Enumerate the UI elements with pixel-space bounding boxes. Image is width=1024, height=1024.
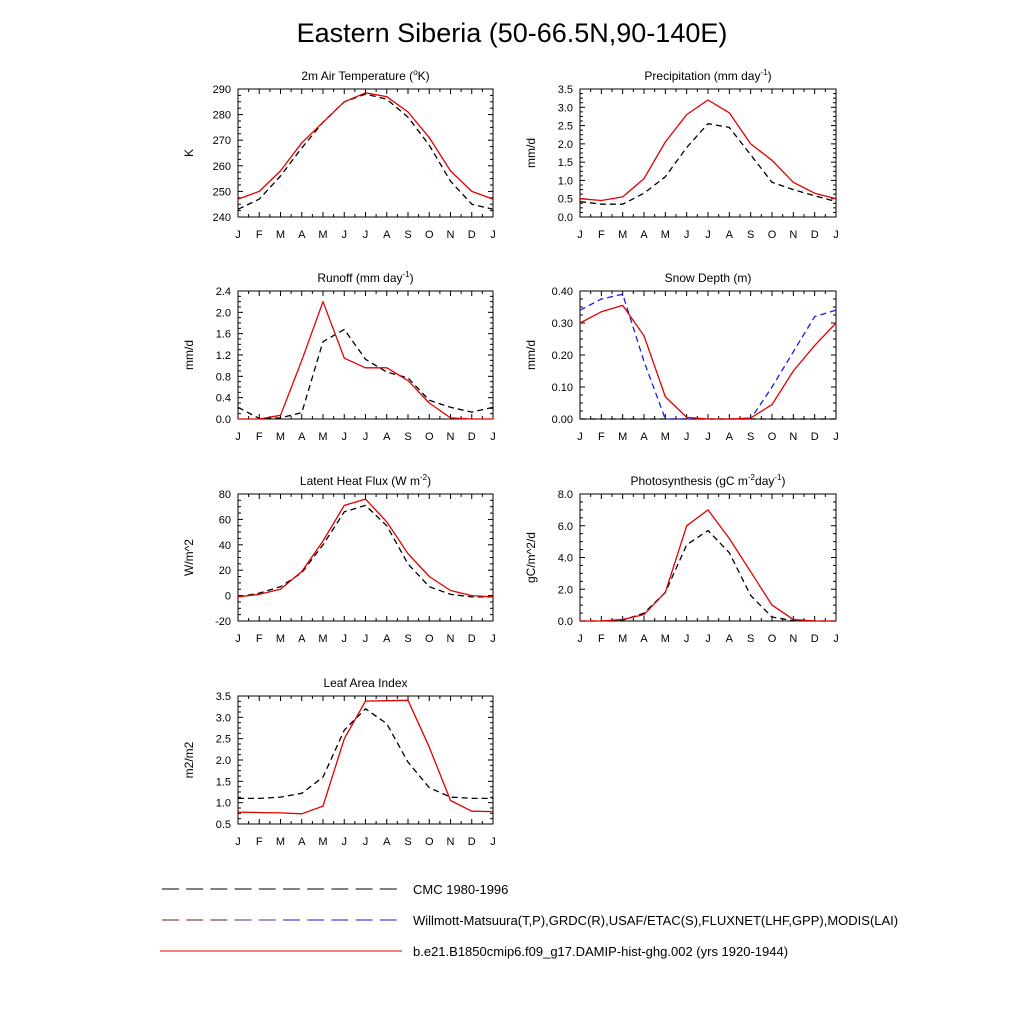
x-tick-label: S <box>746 229 755 241</box>
y-axis-label: mm/d <box>524 340 538 370</box>
legend-label: CMC 1980-1996 <box>413 882 509 897</box>
chart-panel-1 <box>182 68 496 241</box>
x-tick-label: M <box>318 229 328 241</box>
y-tick-label: -20 <box>215 616 231 628</box>
y-axis-label: mm/d <box>524 138 538 168</box>
series-line-obs <box>238 94 493 209</box>
legend-label: Willmott-Matsuura(T,P),GRDC(R),USAF/ETAC(S),FLUXNET(LHF,GPP),MODIS(LAI) <box>413 913 899 928</box>
x-tick-label: A <box>725 431 734 443</box>
y-tick-label: 0.4 <box>215 392 231 405</box>
x-tick-label: M <box>618 431 628 443</box>
x-tick-label: S <box>746 431 755 443</box>
x-tick-label: S <box>404 229 412 241</box>
x-tick-label: F <box>597 431 605 443</box>
y-tick-label: 3.5 <box>557 84 573 96</box>
series-line-obs_alt <box>580 294 836 419</box>
x-tick-label: D <box>467 633 476 645</box>
x-tick-label: A <box>383 633 391 645</box>
plot-frame <box>580 494 836 621</box>
x-tick-label: S <box>404 836 412 848</box>
legend-item-2 <box>162 913 898 928</box>
y-tick-label: 0.40 <box>551 286 573 298</box>
y-tick-label: 260 <box>212 160 231 173</box>
x-tick-label: M <box>275 229 286 241</box>
x-tick-label: S <box>404 431 412 443</box>
y-tick-label: 60 <box>218 514 231 527</box>
x-tick-label: D <box>467 836 476 848</box>
y-tick-label: 270 <box>212 135 231 148</box>
x-tick-label: F <box>597 633 605 645</box>
series-line-model <box>580 305 836 419</box>
y-tick-label: 6.0 <box>557 520 573 533</box>
x-tick-label: D <box>467 431 476 443</box>
x-tick-label: J <box>705 431 711 443</box>
x-tick-label: J <box>341 229 347 241</box>
x-tick-label: J <box>490 431 496 443</box>
x-tick-label: O <box>424 229 434 241</box>
y-tick-label: 2.0 <box>557 584 573 597</box>
x-tick-label: F <box>255 836 263 848</box>
x-tick-label: A <box>383 836 391 848</box>
y-tick-label: 0.0 <box>215 414 231 426</box>
x-tick-label: O <box>424 836 434 848</box>
x-tick-label: A <box>640 229 648 241</box>
y-tick-label: 0.8 <box>215 371 231 384</box>
x-tick-label: A <box>640 633 648 645</box>
figure-title: Eastern Siberia (50-66.5N,90-140E) <box>296 18 728 48</box>
y-tick-label: 0 <box>224 590 231 603</box>
y-tick-label: 250 <box>212 186 231 199</box>
x-tick-label: J <box>362 633 369 645</box>
x-tick-label: D <box>810 229 819 241</box>
series-line-model <box>238 93 493 199</box>
legend <box>160 882 898 959</box>
panel-title: Precipitation (mm day$^{-1}$) <box>644 68 772 83</box>
y-tick-label: 3.5 <box>215 691 231 703</box>
x-tick-label: M <box>660 229 670 241</box>
y-tick-label: 240 <box>212 212 231 224</box>
x-tick-label: J <box>577 229 583 241</box>
x-tick-label: N <box>446 633 455 645</box>
y-tick-label: 2.5 <box>557 120 573 133</box>
x-tick-label: M <box>318 633 328 645</box>
y-tick-label: 0.20 <box>551 350 573 362</box>
panel-title: Leaf Area Index <box>323 676 408 690</box>
x-tick-label: S <box>404 633 412 645</box>
x-tick-label: J <box>833 431 839 443</box>
x-tick-label: J <box>235 836 241 848</box>
y-tick-label: 1.2 <box>215 350 231 362</box>
x-tick-label: N <box>789 633 798 645</box>
x-tick-label: A <box>298 836 306 848</box>
x-tick-label: O <box>767 229 777 241</box>
y-tick-label: 8.0 <box>557 489 573 501</box>
x-tick-label: M <box>618 229 628 241</box>
y-tick-label: 0.00 <box>551 414 573 426</box>
y-axis-label: K <box>182 148 196 158</box>
series-line-obs <box>580 124 836 205</box>
panel-title: Photosynthesis (gC $m^{-2}day^{-1}$) <box>630 473 786 488</box>
x-tick-label: A <box>725 229 734 241</box>
x-tick-label: J <box>341 431 347 443</box>
x-tick-label: A <box>725 633 734 645</box>
y-tick-label: 2.4 <box>215 286 231 298</box>
x-tick-label: F <box>255 229 263 241</box>
x-tick-label: S <box>746 633 755 645</box>
y-tick-label: 1.0 <box>557 175 573 188</box>
panel-title: Runoff (mm day$^{-1}$) <box>317 270 414 285</box>
x-tick-label: A <box>298 229 306 241</box>
chart-panel-5 <box>182 473 496 645</box>
y-tick-label: 3.0 <box>557 102 573 115</box>
x-tick-label: J <box>705 633 711 645</box>
x-tick-label: J <box>362 229 369 241</box>
y-tick-label: 0.5 <box>215 819 231 831</box>
x-tick-label: A <box>298 431 306 443</box>
x-tick-label: A <box>298 633 306 645</box>
y-tick-label: 0.10 <box>551 382 573 394</box>
y-tick-label: 2.5 <box>215 733 231 746</box>
y-tick-label: 20 <box>218 565 231 578</box>
x-tick-label: M <box>318 836 328 848</box>
legend-item-1 <box>162 882 508 897</box>
series-line-model <box>580 100 836 201</box>
x-tick-label: A <box>383 229 391 241</box>
x-tick-label: J <box>833 633 839 645</box>
chart-panel-4 <box>524 271 839 443</box>
x-tick-label: O <box>767 431 777 443</box>
x-tick-label: O <box>767 633 777 645</box>
y-tick-label: 280 <box>212 109 231 122</box>
x-tick-label: N <box>789 431 798 443</box>
chart-panel-2 <box>524 68 839 241</box>
x-tick-label: M <box>275 836 286 848</box>
panel-title: 2m Air Temperature ($^o$K) <box>301 68 430 83</box>
x-tick-label: J <box>683 431 690 443</box>
series-line-obs <box>580 531 836 622</box>
x-tick-label: J <box>577 633 583 645</box>
legend-label: b.e21.B1850cmip6.f09_g17.DAMIP-hist-ghg.002 (yrs 1920-1944) <box>413 944 789 959</box>
y-tick-label: 290 <box>212 84 231 96</box>
x-tick-label: J <box>235 229 241 241</box>
x-tick-label: F <box>255 633 263 645</box>
series-line-obs <box>238 329 493 418</box>
x-tick-label: J <box>235 633 241 645</box>
y-axis-label: mm/d <box>182 340 196 370</box>
x-tick-label: M <box>275 633 286 645</box>
y-tick-label: 1.0 <box>215 797 231 810</box>
x-tick-label: N <box>446 836 455 848</box>
x-tick-label: O <box>424 633 434 645</box>
x-tick-label: J <box>705 229 711 241</box>
plot-frame <box>580 291 836 419</box>
x-tick-label: J <box>490 633 496 645</box>
x-tick-label: D <box>467 229 476 241</box>
x-tick-label: J <box>683 633 690 645</box>
y-tick-label: 3.0 <box>215 712 231 725</box>
x-tick-label: J <box>490 229 496 241</box>
series-line-model <box>238 499 493 597</box>
x-tick-label: J <box>833 229 839 241</box>
x-tick-label: D <box>810 431 819 443</box>
series-line-obs <box>238 709 493 799</box>
plot-frame <box>238 494 493 621</box>
y-tick-label: 4.0 <box>557 552 573 565</box>
chart-panel-7 <box>182 676 496 848</box>
x-tick-label: M <box>318 431 328 443</box>
x-tick-label: J <box>341 836 347 848</box>
x-tick-label: M <box>660 431 670 443</box>
x-tick-label: M <box>618 633 628 645</box>
legend-item-3 <box>160 944 788 959</box>
series-line-obs <box>238 505 493 597</box>
x-tick-label: J <box>235 431 241 443</box>
x-tick-label: J <box>341 633 347 645</box>
y-tick-label: 40 <box>218 539 231 552</box>
y-axis-label: m2/m2 <box>182 741 196 779</box>
y-tick-label: 2.0 <box>215 755 231 767</box>
y-tick-label: 1.5 <box>215 776 231 789</box>
y-tick-label: 1.6 <box>215 328 231 341</box>
x-tick-label: J <box>683 229 690 241</box>
y-tick-label: 0.5 <box>557 193 573 206</box>
chart-panel-6 <box>524 473 839 645</box>
y-tick-label: 1.5 <box>557 157 573 170</box>
y-tick-label: 2.0 <box>215 307 231 320</box>
x-tick-label: A <box>383 431 391 443</box>
y-tick-label: 0.0 <box>557 616 573 628</box>
series-line-model <box>238 302 493 419</box>
y-tick-label: 0.30 <box>551 318 573 330</box>
x-tick-label: N <box>789 229 798 241</box>
x-tick-label: N <box>446 229 455 241</box>
x-tick-label: J <box>490 836 496 848</box>
x-tick-label: A <box>640 431 648 443</box>
y-axis-label: W/m^2 <box>182 539 196 576</box>
plot-frame <box>238 291 493 419</box>
plot-frame <box>238 696 493 824</box>
y-tick-label: 2.0 <box>557 138 573 151</box>
y-axis-label: gC/m^2/d <box>524 532 538 583</box>
x-tick-label: N <box>446 431 455 443</box>
series-line-model <box>580 510 836 621</box>
plot-frame <box>238 89 493 217</box>
chart-panel-3 <box>182 270 496 443</box>
x-tick-label: D <box>810 633 819 645</box>
x-tick-label: J <box>577 431 583 443</box>
panel-title: Snow Depth (m) <box>664 271 752 285</box>
x-tick-label: F <box>597 229 605 241</box>
y-tick-label: 80 <box>218 489 231 501</box>
x-tick-label: O <box>424 431 434 443</box>
y-tick-label: 0.0 <box>557 212 573 224</box>
panel-title: Latent Heat Flux (W $m^{-2}$) <box>299 473 432 488</box>
x-tick-label: J <box>362 431 369 443</box>
x-tick-label: M <box>275 431 286 443</box>
x-tick-label: J <box>362 836 369 848</box>
x-tick-label: M <box>660 633 670 645</box>
x-tick-label: F <box>255 431 263 443</box>
